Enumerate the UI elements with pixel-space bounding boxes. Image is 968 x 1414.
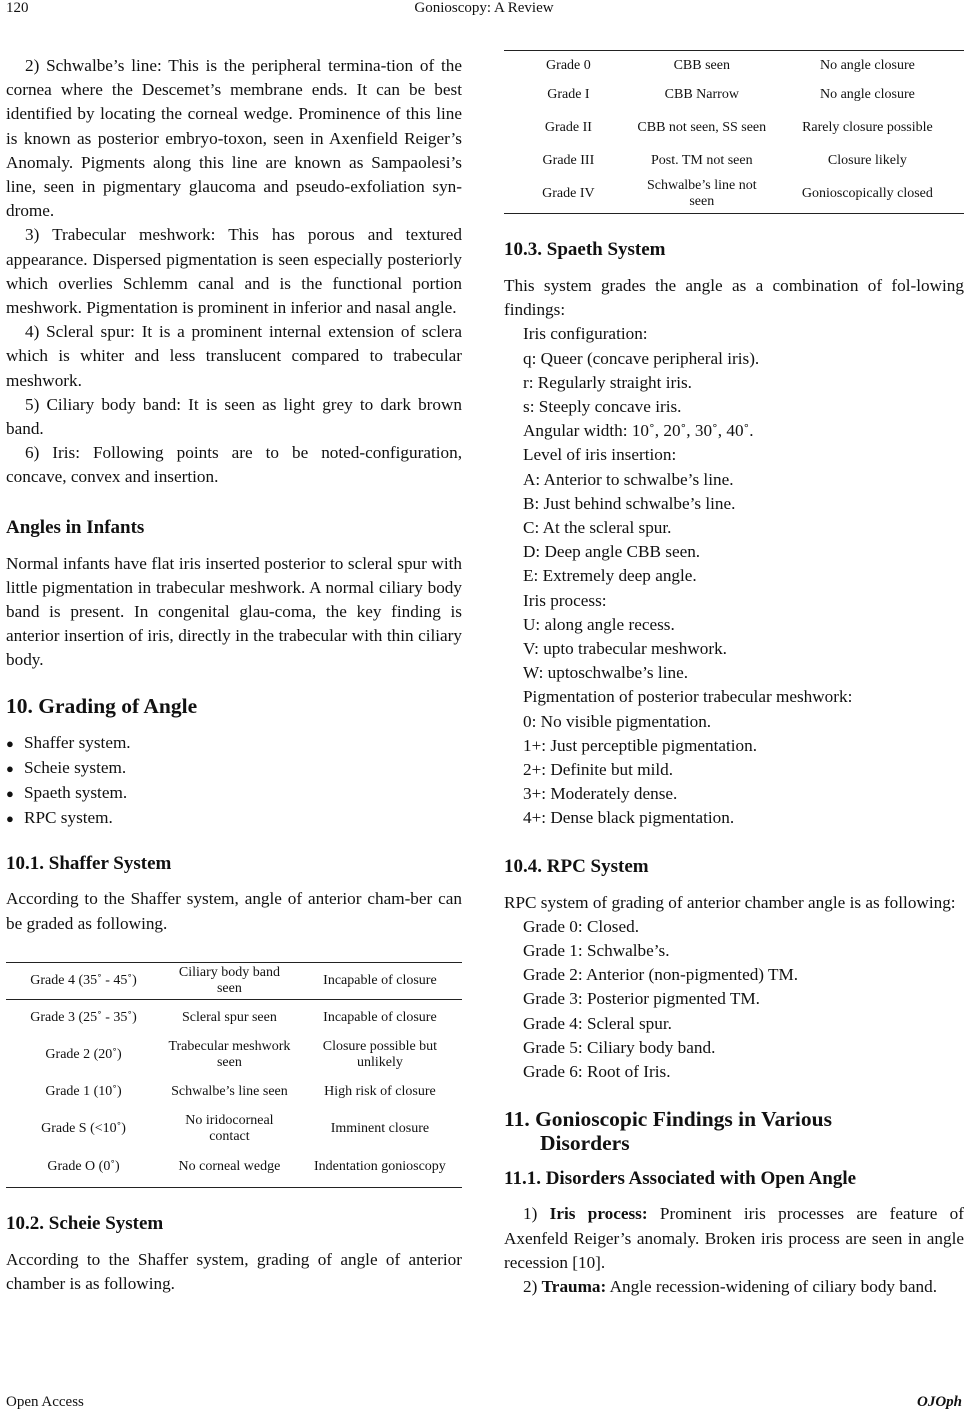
table-cell: Schwalbe’s line seen [171, 1083, 288, 1099]
paragraph-scleral-spur: 4) Scleral spur: It is a prominent internal extension of sclera which is whiter and less translucent compared to trabecular meshwork. [6, 322, 462, 390]
table-cell: No iridocorneal contact [185, 1112, 274, 1144]
list-item: U: along angle recess. [523, 614, 675, 634]
table-cell: High risk of closure [324, 1083, 436, 1099]
list-item: A: Anterior to schwalbe’s line. [523, 469, 734, 489]
left-column [6, 54, 462, 1296]
table-row [6, 1110, 462, 1147]
list-item: B: Just behind schwalbe’s line. [523, 493, 736, 513]
paragraph-scheie: According to the Shaffer system, grading of angle of anterior chamber is as following. [6, 1249, 462, 1294]
table-cell: Grade III [542, 152, 595, 168]
bullet-icon: ● [6, 786, 14, 802]
list-item: 1+: Just perceptible pigmentation. [523, 735, 758, 755]
scheie-table [504, 50, 964, 214]
table-cell: No angle closure [819, 87, 915, 102]
list-item: 4+: Dense black pigmentation. [523, 808, 735, 828]
list-item: Grade 5: Ciliary body band. [523, 1037, 716, 1057]
table-cell: Incapable of closure [298, 962, 462, 999]
list-item: r: Regularly straight iris. [523, 372, 692, 392]
table-cell: Grade 3 (25˚ - 35˚) [30, 1010, 137, 1026]
table-cell: Grade 1 (10˚) [45, 1083, 122, 1099]
heading-scheie-system: 10.2. Scheie System [6, 1212, 164, 1234]
table-cell: CBB Narrow [664, 87, 739, 102]
table-cell: Grade 2 (20˚) [45, 1046, 122, 1062]
spaeth-list [504, 322, 964, 830]
table-cell: Grade O (0˚) [47, 1159, 120, 1175]
table-cell: Post. TM not seen [650, 152, 753, 168]
heading-shaffer-system: 10.1. Shaffer System [6, 853, 172, 875]
page-header [0, 0, 968, 24]
table-cell: Gonioscopically closed [801, 186, 933, 202]
list-item: W: uptoschwalbe’s line. [523, 663, 688, 683]
list-item: Grade 1: Schwalbe’s. [523, 941, 670, 961]
paragraph-schwalbe-line: 2) Schwalbe’s line: This is the peripheral termina-tion of the cornea where the Descemet’s membrane ends. It can be best identified by locating the corneal wedge. Prominence of this line is known as posterior embryo-toxon, seen in Axenfield Reiger’s Anomaly. Pigments along this line are known as Sampaolesi’s line, seen in pigmentary glaucoma and pseudo-exfoliation syn-drome. [6, 56, 462, 221]
list-item: ● RPC system. [6, 806, 462, 831]
list-item: Angular width: 10˚, 20˚, 30˚, 40˚. [523, 421, 754, 441]
list-item: V: upto trabecular meshwork. [523, 639, 727, 659]
paragraph-trabecular-meshwork: 3) Trabecular meshwork: This has porous and textured appearance. Dispersed pigmentation is seen especially posteriorly which overlies Schlemm canal and is the functional portion meshwork. Pigmentation is prominent in inferior and nasal angle. [6, 225, 462, 318]
list-item: q: Queer (concave peripheral iris). [523, 348, 760, 368]
heading-rpc-system: 10.4. RPC System [504, 855, 649, 877]
bullet-icon: ● [6, 735, 14, 751]
table-cell: Grade S (<10˚) [41, 1120, 126, 1136]
heading-open-angle-disorders: 11.1. Disorders Associated with Open Angle [504, 1168, 857, 1190]
table-cell: CBB not seen, SS seen [637, 119, 767, 135]
table-row [6, 999, 462, 1036]
list-item: C: At the scleral spur. [523, 518, 672, 538]
table-cell: Imminent closure [330, 1120, 430, 1136]
table-cell: Indentation gonioscopy [314, 1159, 446, 1175]
bullet-icon: ● [6, 811, 14, 827]
list-item: Iris process: [523, 590, 607, 610]
table-cell: No corneal wedge [178, 1159, 281, 1175]
table-row [504, 176, 964, 214]
bullet-icon: ● [6, 760, 14, 776]
rpc-list [504, 915, 964, 1084]
table-row [6, 1147, 462, 1187]
list-item: Grade 2: Anterior (non-pigmented) TM. [523, 965, 799, 985]
list-item: E: Extremely deep angle. [523, 566, 697, 586]
table-cell: Rarely closure possible [802, 119, 933, 135]
table-cell: Grade I [547, 87, 590, 102]
table-row [504, 110, 964, 146]
table-cell: CBB seen [673, 57, 730, 73]
table-cell: Closure possible but unlikely [322, 1038, 438, 1070]
list-item: s: Steeply concave iris. [523, 397, 682, 417]
table-row [504, 51, 964, 81]
paragraph-iris: 6) Iris: Following points are to be noted-configuration, concave, convex and insertion. [6, 443, 462, 487]
table-cell: Schwalbe’s line not seen [646, 178, 757, 210]
shaffer-table [6, 962, 462, 1188]
list-item: ● Scheie system. [6, 756, 462, 781]
list-item: Grade 0: Closed. [523, 916, 639, 936]
heading-angles-in-infants: Angles in Infants [6, 516, 145, 538]
table-row [504, 146, 964, 176]
table-cell: Ciliary body band seen [161, 962, 298, 999]
table-cell: Grade 4 (35˚ - 45˚) [6, 962, 161, 999]
table-cell: Grade 0 [546, 57, 591, 73]
table-cell: No angle closure [819, 57, 915, 73]
table-cell: Scleral spur seen [182, 1010, 277, 1026]
paragraph-trauma: 2) Trauma: Angle recession-widening of ciliary body band. [523, 1276, 938, 1296]
table-row [6, 1073, 462, 1110]
list-item: Pigmentation of posterior trabecular meshwork: [523, 687, 853, 707]
list-item: ● Shaffer system. [6, 731, 462, 756]
list-item: Iris configuration: [523, 324, 648, 344]
table-cell: Grade II [544, 119, 592, 135]
list-item: D: Deep angle CBB seen. [523, 542, 701, 562]
table-cell: Closure likely [827, 152, 907, 168]
right-column [504, 50, 964, 1299]
paragraph-spaeth: This system grades the angle as a combination of fol-lowing findings: [504, 276, 964, 320]
running-title: Gonioscopy: A Review [414, 0, 554, 16]
list-item: 2+: Definite but mild. [523, 760, 674, 780]
list-item: 3+: Moderately dense. [523, 784, 678, 804]
paragraph-ciliary-body-band: 5) Ciliary body band: It is seen as light grey to dark brown band. [6, 394, 462, 439]
table-row [6, 962, 462, 999]
paragraph-infants: Normal infants have flat iris inserted posterior to scleral spur with little pigmentation in trabecular meshwork. A normal ciliary body band is present. In congenital glau-coma, the key finding is anterior insertion of iris, directly in the trabecular with thin ciliary body. [6, 553, 462, 670]
list-item: 0: No visible pigmentation. [523, 711, 712, 731]
open-access-label: Open Access [6, 1394, 84, 1410]
list-item: Grade 3: Posterior pigmented TM. [523, 989, 760, 1009]
list-item: ● Spaeth system. [6, 781, 462, 806]
list-item: Grade 4: Scleral spur. [523, 1013, 672, 1033]
page-number: 120 [6, 0, 29, 16]
paragraph-iris-process: 1) Iris process: Prominent iris processes are feature of Axenfeld Reiger’s anomaly. Broken iris process are seen in angle recession [10]. [504, 1204, 964, 1272]
grading-systems-list [6, 731, 462, 832]
list-item: Grade 6: Root of Iris. [523, 1062, 671, 1082]
table-cell: Grade IV [542, 186, 595, 202]
table-row [504, 81, 964, 110]
table-row [6, 1036, 462, 1073]
heading-spaeth-system: 10.3. Spaeth System [504, 239, 666, 260]
table-cell: Incapable of closure [323, 1010, 437, 1026]
table-cell: Trabecular meshwork seen [168, 1038, 291, 1070]
list-item: Level of iris insertion: [523, 445, 677, 465]
heading-gonioscopic-findings: 11. Gonioscopic Findings in Various Disorders [504, 1107, 832, 1156]
heading-grading-of-angle: 10. Grading of Angle [6, 693, 198, 718]
paragraph-rpc: RPC system of grading of anterior chamber angle is as following: [504, 892, 956, 912]
journal-abbreviation: OJOph [916, 1394, 962, 1410]
paragraph-shaffer: According to the Shaffer system, angle of anterior cham-ber can be graded as following. [6, 889, 462, 933]
